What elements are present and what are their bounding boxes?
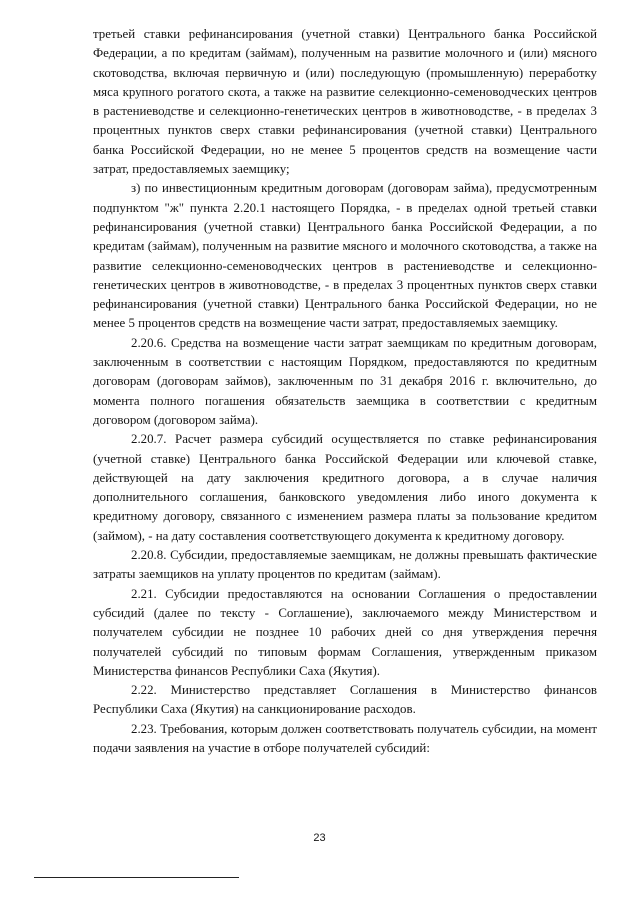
footnote-separator — [34, 877, 239, 878]
paragraph-2-20-8: 2.20.8. Субсидии, предоставляемые заемщикам, не должны превышать фактические затраты заемщиков на уплату процентов по кредитам (займам). — [93, 548, 597, 582]
paragraph-2-20-7: 2.20.7. Расчет размера субсидий осуществляется по ставке рефинансирования (учетной ставке) Центрального банка Российской Федерации или ключевой ставке, действующей на дату заключения кредитного договора, а в случае наличия дополнительного соглашения, банковского уведомления либо иного документа к кредитному договору, связанного с изменением размера платы за пользование кредитом (займом), - на дату составления соответствующего документа к кредитному договору. — [93, 432, 597, 543]
paragraph-2-22: 2.22. Министерство представляет Соглашения в Министерство финансов Республики Саха (Якутия) на санкционирование расходов. — [93, 683, 597, 717]
paragraph-item-z: з) по инвестиционным кредитным договорам (договорам займа), предусмотренным подпунктом "ж" пункта 2.20.1 настоящего Порядка, - в пределах одной третьей ставки рефинансирования (учетной ставки) Центрального банка Российской Федерации, а по кредитам (займам), полученным на развитие мясного и молочного скотоводства, а также на развитие селекционно-семеноводческих центров в растениеводстве и селекционно-генетических центров в животноводстве, - в пределах 3 процентных пунктов сверх ставки рефинансирования (учетной ставки) Центрального банка Российской Федерации, но не менее 5 процентов средств на возмещение части затрат, предоставляемых заемщику. — [93, 181, 597, 331]
paragraph-2-23: 2.23. Требования, которым должен соответствовать получатель субсидии, на момент подачи заявления на участие в отборе получателей субсидий: — [93, 721, 597, 755]
paragraph-2-21: 2.21. Субсидии предоставляются на основании Соглашения о предоставлении субсидий (далее по тексту - Соглашение), заключаемого между Министерством и получателем субсидии не позднее 10 рабочих дней со дня утверждения перечня получателей субсидий по типовым формам Соглашения, утвержденным приказом Министерства финансов Республики Саха (Якутия). — [93, 586, 597, 678]
paragraph-continuation: третьей ставки рефинансирования (учетной ставки) Центрального банка Российской Федерации, а по кредитам (займам), полученным на развитие молочного и (или) мясного скотоводства, включая первичную и (или) последующую (промышленную) переработку мяса крупного рогатого скота, а также на развитие селекционно-семеноводческих центров в растениеводстве и селекционно-генетических центров в животноводстве, - в пределах 3 процентных пунктов сверх ставки рефинансирования (учетной ставки) Центрального банка Российской Федерации, но не менее 5 процентов средств на возмещение части затрат, предоставляемых заемщику; — [93, 27, 597, 177]
paragraph-2-20-6: 2.20.6. Средства на возмещение части затрат заемщикам по кредитным договорам, заключенным в соответствии с настоящим Порядком, предоставляются по кредитным договорам (договорам займов), заключенным по 31 декабря 2016 г. включительно, до момента полного погашения обязательств заемщика в соответствии с кредитным договором (договором займа). — [93, 335, 597, 427]
page-number: 23 — [313, 832, 326, 844]
document-body — [93, 25, 597, 758]
